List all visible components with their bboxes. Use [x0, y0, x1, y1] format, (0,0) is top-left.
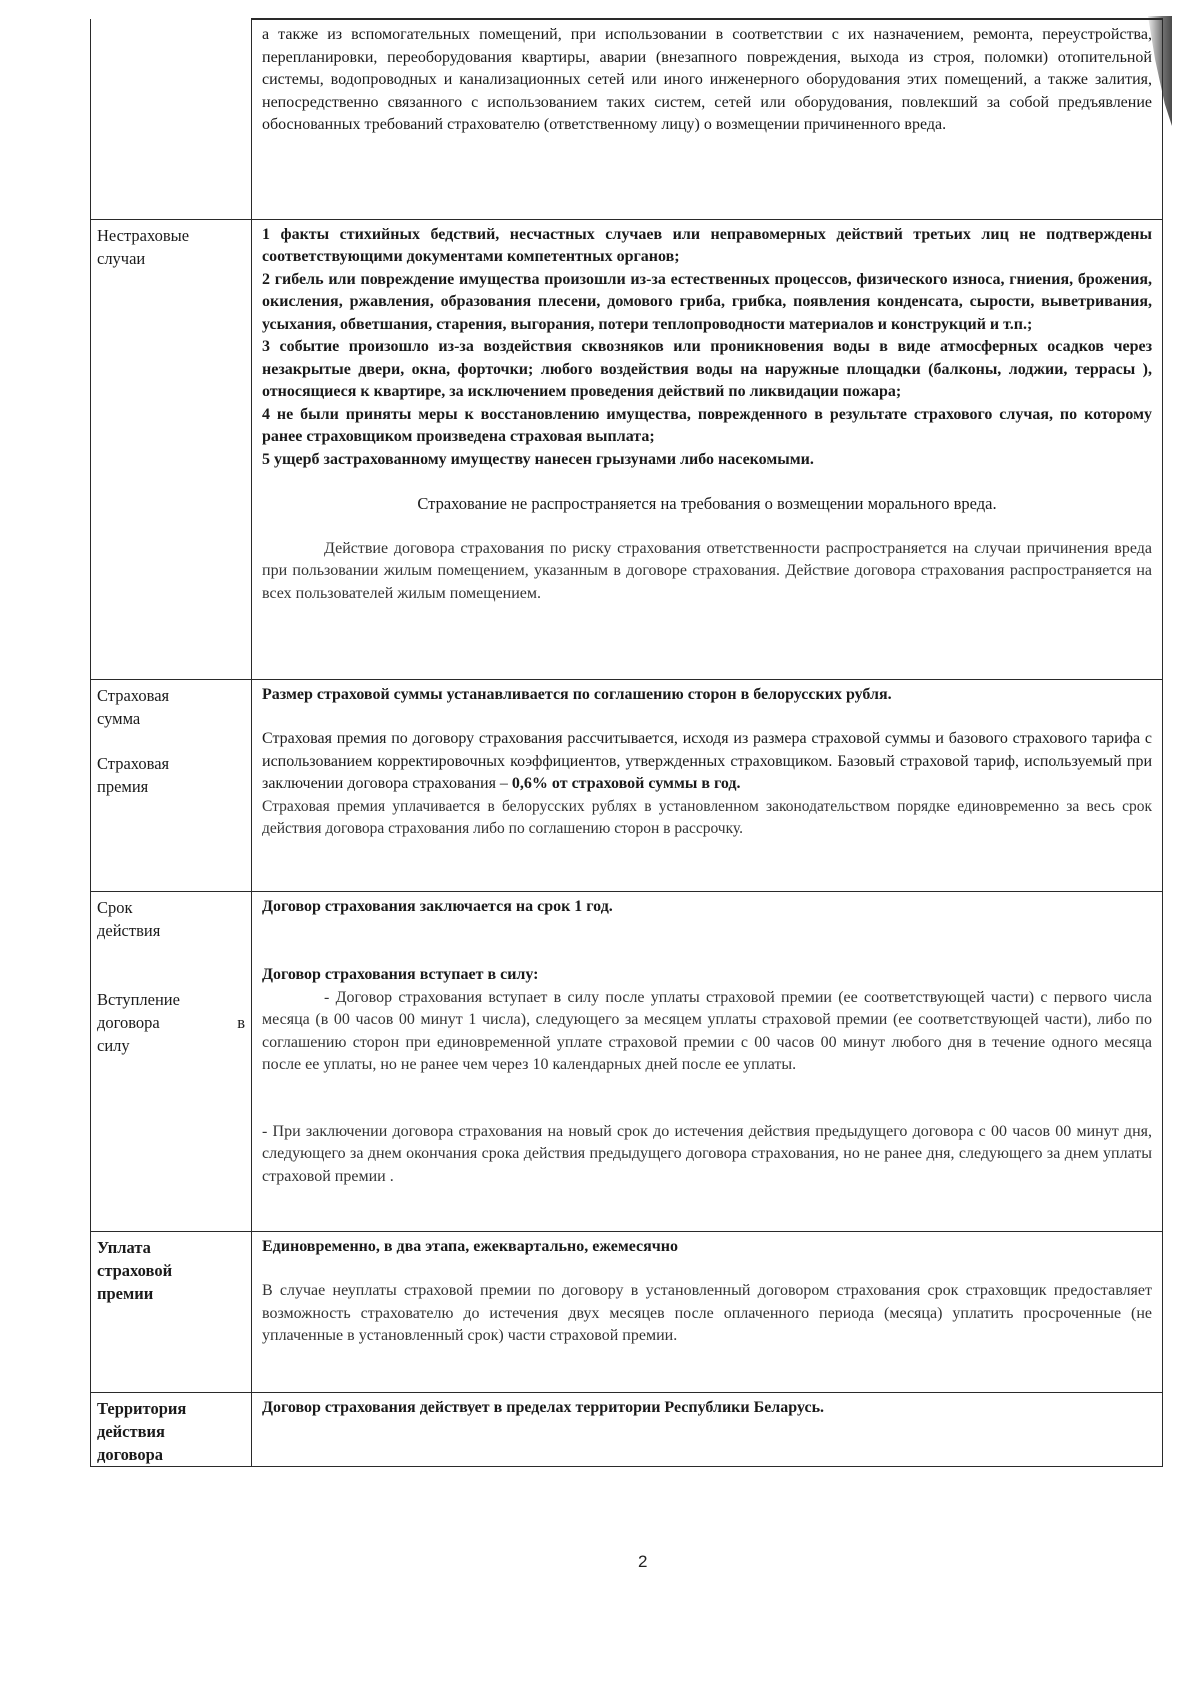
- sum-text: Размер страховой суммы устанавливается по соглашению сторон в белорусских рубля.: [262, 685, 892, 703]
- table-row: [91, 891, 1163, 1231]
- table-row: [91, 1231, 1163, 1392]
- row-content: [252, 679, 1163, 891]
- label-line: Уплата: [97, 1237, 151, 1257]
- label-line: договора: [97, 1444, 163, 1464]
- table-row: [91, 679, 1163, 891]
- exclusion-item: 1 факты стихийных бедствий, несчастных случаев или неправомерных действий третьих лиц не подтверждены соответствующими документами компетентных органов;: [262, 225, 1152, 265]
- row-content: [252, 1392, 1163, 1466]
- table-row: [91, 19, 1163, 219]
- label-line: случаи: [97, 248, 146, 268]
- payment-text: Страховая премия уплачивается в белорусских рублях в установленном законодательством порядке единовременно за весь срок действия договора страхования либо по соглашению сторон в рассрочку.: [262, 797, 1152, 837]
- effective-item: - При заключении договора страхования на новый срок до истечения действия предыдущего договора с 00 часов 00 минут дня, следующего за днем окончания срока действия предыдущего договора страхования, но не ранее дня, следующего за днем уплаты страховой премии .: [262, 1122, 1152, 1185]
- term-text: Договор страхования заключается на срок 1 год.: [262, 897, 613, 915]
- table-row: [91, 1392, 1163, 1466]
- label-line: договора в: [97, 1012, 245, 1032]
- label-line: Срок: [97, 897, 133, 917]
- label-line: страховой: [97, 1260, 173, 1280]
- page-number: 2: [638, 1552, 648, 1571]
- row-content: [252, 19, 1163, 219]
- effective-item: - Договор страхования вступает в силу после уплаты страховой премии (ее соответствующей части) с первого числа месяца (в 00 часов 00 минут 1 числа), следующего за месяцем уплаты страховой премии (ее соответствующей части), либо по соглашению сторон при единовременной уплате страховой премии с 00 часов 00 минут любого дня в течение одного месяца после ее уплаты, но не ранее чем через 10 календарных дней после ее уплаты.: [262, 988, 1152, 1073]
- label-line: силу: [97, 1035, 130, 1055]
- liability-note: Действие договора страхования по риску страхования ответственности распространяется на случаи причинения вреда при пользовании жилым помещением, указанным в договоре страхования. Действие договора страхования распространяется на всех пользователей жилым помещением.: [262, 539, 1152, 602]
- moral-harm-note: Страхование не распространяется на требования о возмещении морального вреда.: [417, 494, 997, 513]
- effective-heading: Договор страхования вступает в силу:: [262, 966, 539, 983]
- exclusion-item: 3 событие произошло из-за воздействия сквозняков или проникновения воды в виде атмосферных осадков через незакрытые двери, окна, форточки; любого воздействия воды на наружные площадки (балконы, лоджии, террасы ), относящиеся к квартире, за исключением проведения действий по ликвидации пожара;: [262, 338, 1152, 400]
- label-line: сумма: [97, 708, 141, 728]
- label-line: премия: [97, 776, 149, 796]
- table-row: [91, 219, 1163, 679]
- row-label: [91, 1231, 252, 1392]
- premium-text: Страховая премия по договору страхования рассчитывается, исходя из размера страховой суммы и базового страхового тарифа с использованием корректировочных коэффициентов, утвержденных страховщиком. Базовый страховой тариф, используемый при заключении договора страхования – 0,6% от страховой суммы в год.: [262, 730, 1152, 792]
- exclusion-item: 4 не были приняты меры к восстановлению имущества, поврежденного в результате страхового случая, по которому ранее страховщиком произведена страховая выплата;: [262, 405, 1152, 445]
- label-line: Вступление: [97, 989, 180, 1009]
- label-line: действия: [97, 1421, 165, 1441]
- row-content: [252, 1231, 1163, 1392]
- exclusion-item: 2 гибель или повреждение имущества произошли из-за естественных процессов, физического износа, гниения, брожения, окисления, ржавления, образования плесени, домового гриба, грибка, появления конденсата, сырости, выветривания, усыхания, обветшания, старения, выгорания, потери теплопроводности материалов и конструкций и т.п.;: [262, 270, 1152, 333]
- label-line: Территория: [97, 1398, 187, 1418]
- row-label-empty: [91, 19, 252, 219]
- label-line: Нестраховые: [97, 225, 190, 245]
- payment-methods: Единовременно, в два этапа, ежеквартально, ежемесячно: [262, 1237, 679, 1255]
- premium-rate: 0,6% от страховой суммы в год.: [511, 775, 741, 792]
- label-line: Страховая: [97, 685, 170, 705]
- exclusion-item: 5 ущерб застрахованному имуществу нанесен грызунами либо насекомыми.: [262, 450, 814, 468]
- overdue-text: В случае неуплаты страховой премии по договору в установленный договором страхования срок страховщик предоставляет возможность страхователю до истечения двух месяцев после оплаченного периода (месяца) уплатить просроченные (не уплаченные в установленный срок) части страховой премии.: [262, 1282, 1152, 1344]
- insurance-terms-table: [90, 18, 1163, 1467]
- row-label: [91, 679, 252, 891]
- label-line: действия: [97, 920, 161, 940]
- row-content: [252, 219, 1163, 679]
- continuation-text: а также из вспомогательных помещений, при использовании в соответствии с их назначением, ремонта, переустройства, перепланировки, переоборудования квартиры, аварии (внезапного повреждения, выхода из строя, поломки) отопительной системы, водопроводных и канализационных сетей или иного инженерного оборудования этих помещений, а также залития, непосредственно связанного с использованием таких систем, сетей или оборудования, повлекший за собой предъявление обоснованных требований страхователю (ответственному лицу) о возмещении причиненного вреда.: [262, 26, 1152, 133]
- row-content: [252, 891, 1163, 1231]
- territory-text: Договор страхования действует в пределах территории Республики Беларусь.: [262, 1398, 825, 1416]
- label-line: Страховая: [97, 753, 170, 773]
- label-line: премии: [97, 1283, 154, 1303]
- row-label: [91, 219, 252, 679]
- row-label: [91, 1392, 252, 1466]
- row-label: [91, 891, 252, 1231]
